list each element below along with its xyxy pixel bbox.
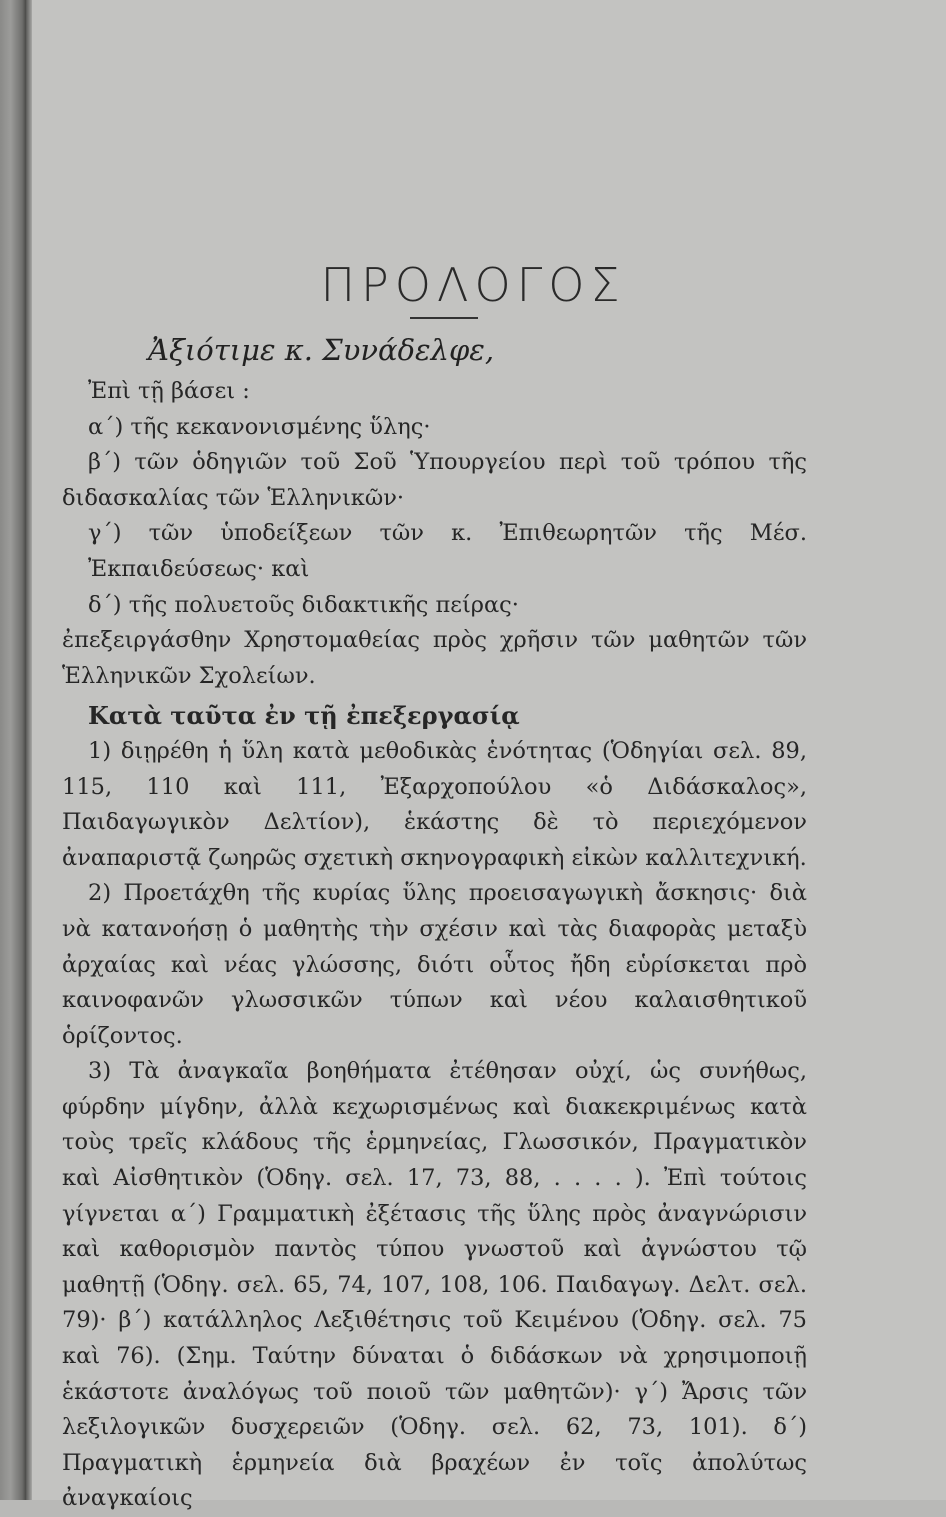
paragraph: 3) Τὰ ἀναγκαῖα βοηθήματα ἐτέθησαν οὐχί, ὡς συνήθως, φύρδην μίγδην, ἀλλὰ κεχωρισμένως καὶ διακεκριμένως κατὰ τοὺς τρεῖς κλάδους τῆς ἑρμηνείας, Γλωσσικόν, Πραγματικὸν καὶ Αἰσθητικὸν (Ὁδηγ. σελ. 17, 73, 88, . . . . ). Ἐπὶ τούτοις γίγνεται α΄) Γραμματικὴ ἐξέτασις τῆς ὕλης πρὸς ἀναγνώρισιν καὶ καθορισμὸν παντὸς τύπου γνωστοῦ καὶ ἀγνώστου τῷ μαθητῇ (Ὁδηγ. σελ. 65, 74, 107, 108, 106. Παιδαγωγ. Δελτ. σελ. 79)· β΄) κατάλληλος Λεξιθέτησις τοῦ Κειμένου (Ὁδηγ. σελ. 75 καὶ 76). (Σημ. Ταύτην δύναται ὁ διδάσκων νὰ χρησιμοποιῇ ἑκάστοτε ἀναλόγως τοῦ ποιοῦ τῶν μαθητῶν)· γ΄) Ἄρσις τῶν λεξιλογικῶν δυσχερειῶν (Ὁδηγ. σελ. 62, 73, 101). δ΄) Πραγματικὴ ἑρμηνεία διὰ βραχέων ἐν τοῖς ἀπολύτως ἀναγκαίοις	[62, 1058, 807, 1512]
intro-line: Ἐπὶ τῇ βάσει :	[88, 378, 250, 404]
list-item: δ΄) τῆς πολυετοῦς διδακτικῆς πείρας·	[88, 591, 519, 618]
list-item: β΄) τῶν ὁδηγιῶν τοῦ Σοῦ Ὑπουργείου περὶ τοῦ τρόπου τῆς διδασκαλίας τῶν Ἑλληνικῶν·	[62, 449, 807, 511]
list-item: γ΄) τῶν ὑποδείξεων τῶν κ. Ἐπιθεωρητῶν τῆς Μέσ. Ἐκπαιδεύσεως· καὶ	[88, 520, 807, 582]
preface-body	[62, 374, 807, 1517]
list-item: α΄) τῆς κεκανονισμένης ὕλης·	[88, 413, 431, 440]
salutation: Ἀξιότιμε κ. Συνάδελφε,	[148, 333, 495, 367]
section-heading: Κατὰ ταῦτα ἐν τῇ ἐπεξεργασίᾳ	[88, 701, 520, 731]
page-title: ΠΡΟΛΟΓΟΣ	[320, 258, 626, 312]
paragraph: 2) Προετάχθη τῆς κυρίας ὕλης προεισαγωγικὴ ἄσκησις· διὰ νὰ κατανοήσῃ ὁ μαθητὴς τὴν σχέσιν καὶ τὰς διαφορὰς μεταξὺ ἀρχαίας καὶ νέας γλώσσης, διότι οὗτος ἤδη εὑρίσκεται πρὸ καινοφανῶν γλωσσικῶν τύπων καὶ νέου καλαισθητικοῦ ὁρίζοντος.	[62, 880, 807, 1049]
paragraph: 1) διῃρέθη ἡ ὕλη κατὰ μεθοδικὰς ἑνότητας (Ὁδηγίαι σελ. 89, 115, 110 καὶ 111, Ἐξαρχοπούλου «ὁ Διδάσκαλος», Παιδαγωγικὸν Δελτίον), ἑκάστης δὲ τὸ περιεχόμενον ἀναπαριστᾷ ζωηρῶς σχετικὴ σκηνογραφικὴ εἰκὼν καλλιτεχνική.	[62, 737, 807, 871]
title-rule	[410, 317, 478, 319]
conclusion-paragraph: ἐπεξειργάσθην Χρηστομαθείας πρὸς χρῆσιν τῶν μαθητῶν τῶν Ἑλληνικῶν Σχολείων.	[62, 627, 807, 689]
book-spine-shadow	[0, 0, 26, 1500]
